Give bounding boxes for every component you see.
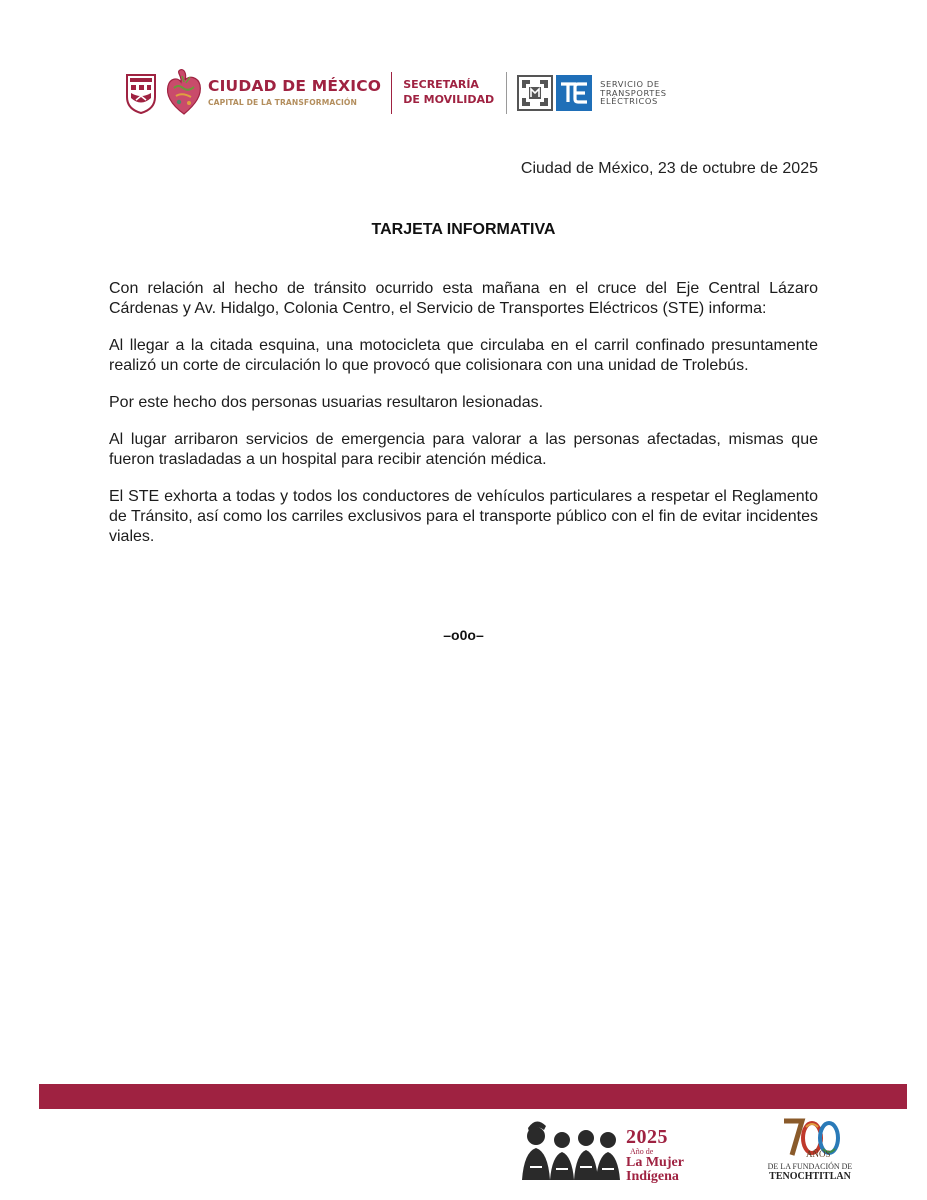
cdmx-crest-icon: [124, 71, 158, 115]
cdmx-wordmark: [208, 79, 381, 106]
cdmx-heart-icon: [164, 68, 204, 118]
ste-line2: TRANSPORTES: [600, 87, 667, 98]
paragraph: Por este hecho dos personas usuarias resultaron lesionadas.: [109, 394, 544, 411]
emblem-indigena: Indígena: [626, 1169, 679, 1184]
date-line: Ciudad de México, 23 de octubre de 2025: [520, 160, 818, 177]
paragraph: Con relación al hecho de tránsito ocurrido esta mañana en el cruce del Eje Central Lázaro Cárdenas y Av. Hidalgo, Colonia Centro, el Servicio de Transportes Eléctricos (STE) informa:: [109, 280, 818, 317]
document-title: TARJETA INFORMATIVA: [371, 221, 556, 238]
indigenous-women-illustration-icon: [514, 1118, 626, 1180]
emblem-year-note: Año de: [630, 1147, 654, 1156]
header-divider: [391, 72, 392, 114]
mexico-metro-logo-icon: [517, 75, 553, 111]
700-years-emblem: [760, 1117, 860, 1183]
emblem-anos: AÑOS: [806, 1149, 831, 1159]
mujer-indigena-emblem: [626, 1127, 684, 1184]
paragraph: El STE exhorta a todas y todos los conductores de vehículos particulares a respetar el Reglamento de Tránsito, así como los carriles exclusivos para el transporte público con el fin de evitar incidentes viales.: [109, 488, 818, 545]
footer-bar: [39, 1084, 907, 1109]
end-mark: –o0o–: [443, 627, 484, 643]
ste-logo-icon: [556, 75, 592, 111]
ste-wordmark: [600, 80, 667, 106]
ste-line3: ELÉCTRICOS: [600, 96, 658, 107]
semovi-line2: DE MOVILIDAD: [403, 93, 495, 106]
emblem-tenochtitlan: TENOCHTITLAN: [769, 1171, 851, 1182]
ste-line1: SERVICIO DE: [600, 78, 660, 89]
paragraph: Al llegar a la citada esquina, una motocicleta que circulaba en el carril confinado presuntamente realizó un corte de circulación lo que provocó que colisionara con una unidad de Trolebús.: [109, 337, 818, 374]
semovi-line1: SECRETARÍA: [403, 78, 479, 92]
emblem-fundacion: DE LA FUNDACIÓN DE: [767, 1162, 853, 1171]
semovi-wordmark: [403, 78, 494, 108]
emblem-year: 2025: [626, 1126, 668, 1148]
letterhead: [124, 68, 667, 118]
cdmx-title: CIUDAD DE MÉXICO: [208, 77, 382, 96]
emblem-mujer: La Mujer: [626, 1155, 684, 1170]
cdmx-subtitle: CAPITAL DE LA TRANSFORMACIÓN: [208, 97, 357, 107]
header-divider: [506, 72, 507, 114]
document-body: [109, 279, 818, 564]
paragraph: Al lugar arribaron servicios de emergencia para valorar a las personas afectadas, mismas que fueron trasladadas a un hospital para recibir atención médica.: [109, 431, 818, 468]
